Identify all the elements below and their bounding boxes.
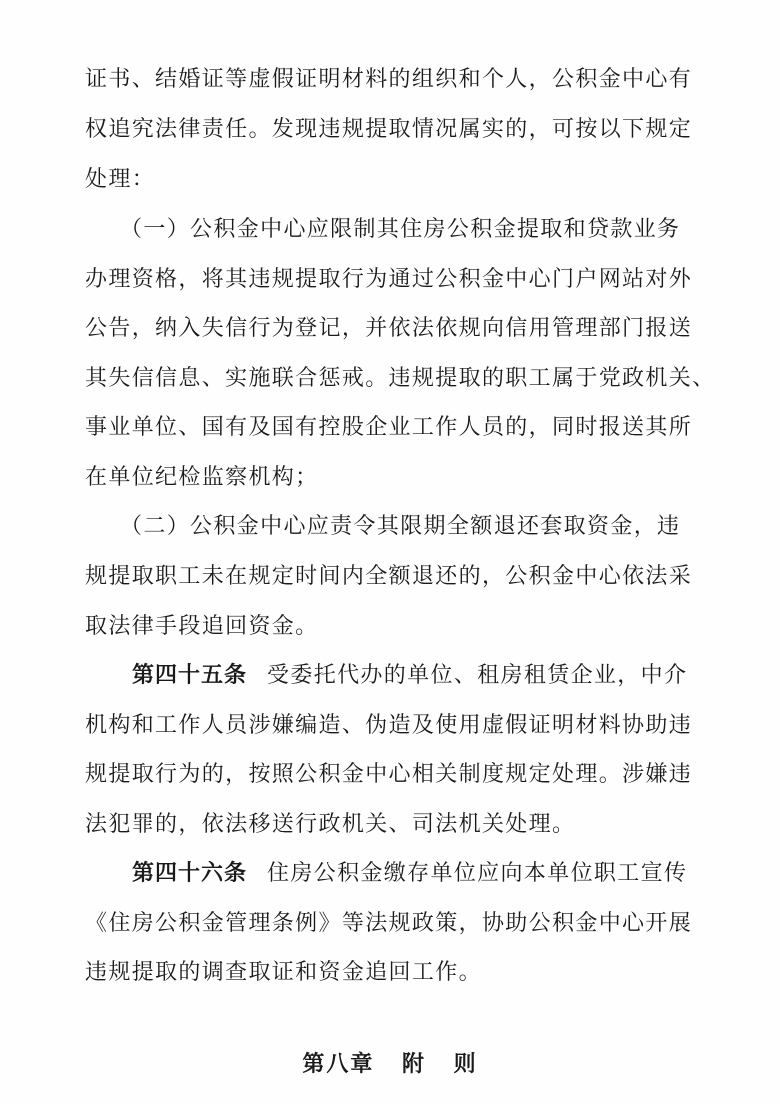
text-line: 取法律手段追回资金。 [85, 614, 319, 639]
text-line: 法犯罪的，依法移送行政机关、司法机关处理。 [85, 812, 576, 837]
text-line: 《住房公积金管理条例》等法规政策，协助公积金中心开展 [85, 911, 693, 936]
text-line: 证书、结婚证等虚假证明材料的组织和个人，公积金中心有 [85, 67, 693, 92]
article-46-text: 住房公积金缴存单位应向本单位职工宣传 [267, 861, 688, 886]
text-line: 权追究法律责任。发现违规提取情况属实的，可按以下规定 [85, 117, 693, 142]
paragraph-1-start: （一）公积金中心应限制其住房公积金提取和贷款业务 [120, 217, 681, 242]
text-line: 公告，纳入失信行为登记，并依法依规向信用管理部门报送 [85, 316, 693, 341]
text-line: 规提取行为的，按照公积金中心相关制度规定处理。涉嫌违 [85, 762, 693, 787]
text-line: 违规提取的调查取证和资金追回工作。 [85, 960, 482, 985]
article-46-label: 第四十六条 [132, 861, 248, 886]
text-line: 机构和工作人员涉嫌编造、伪造及使用虚假证明材料协助违 [85, 713, 693, 738]
article-45-text: 受委托代办的单位、租房租赁企业，中介 [267, 663, 688, 688]
text-line: 在单位纪检监察机构； [85, 465, 319, 490]
article-46-first-line [0, 859, 780, 889]
paragraph-2-start: （二）公积金中心应责令其限期全额退还套取资金，违 [120, 514, 681, 539]
article-45-label: 第四十五条 [132, 663, 248, 688]
article-45-first-line [0, 661, 780, 691]
text-line: 其失信信息、实施联合惩戒。违规提取的职工属于党政机关、 [85, 366, 716, 391]
text-line: 规提取职工未在规定时间内全额退还的，公积金中心依法采 [85, 564, 693, 589]
text-line: 事业单位、国有及国有控股企业工作人员的，同时报送其所 [85, 415, 693, 440]
text-line: 处理： [85, 167, 156, 192]
text-line: 办理资格，将其违规提取行为通过公积金中心门户网站对外 [85, 267, 693, 292]
chapter-heading: 第八章 附 则 [302, 1052, 478, 1077]
